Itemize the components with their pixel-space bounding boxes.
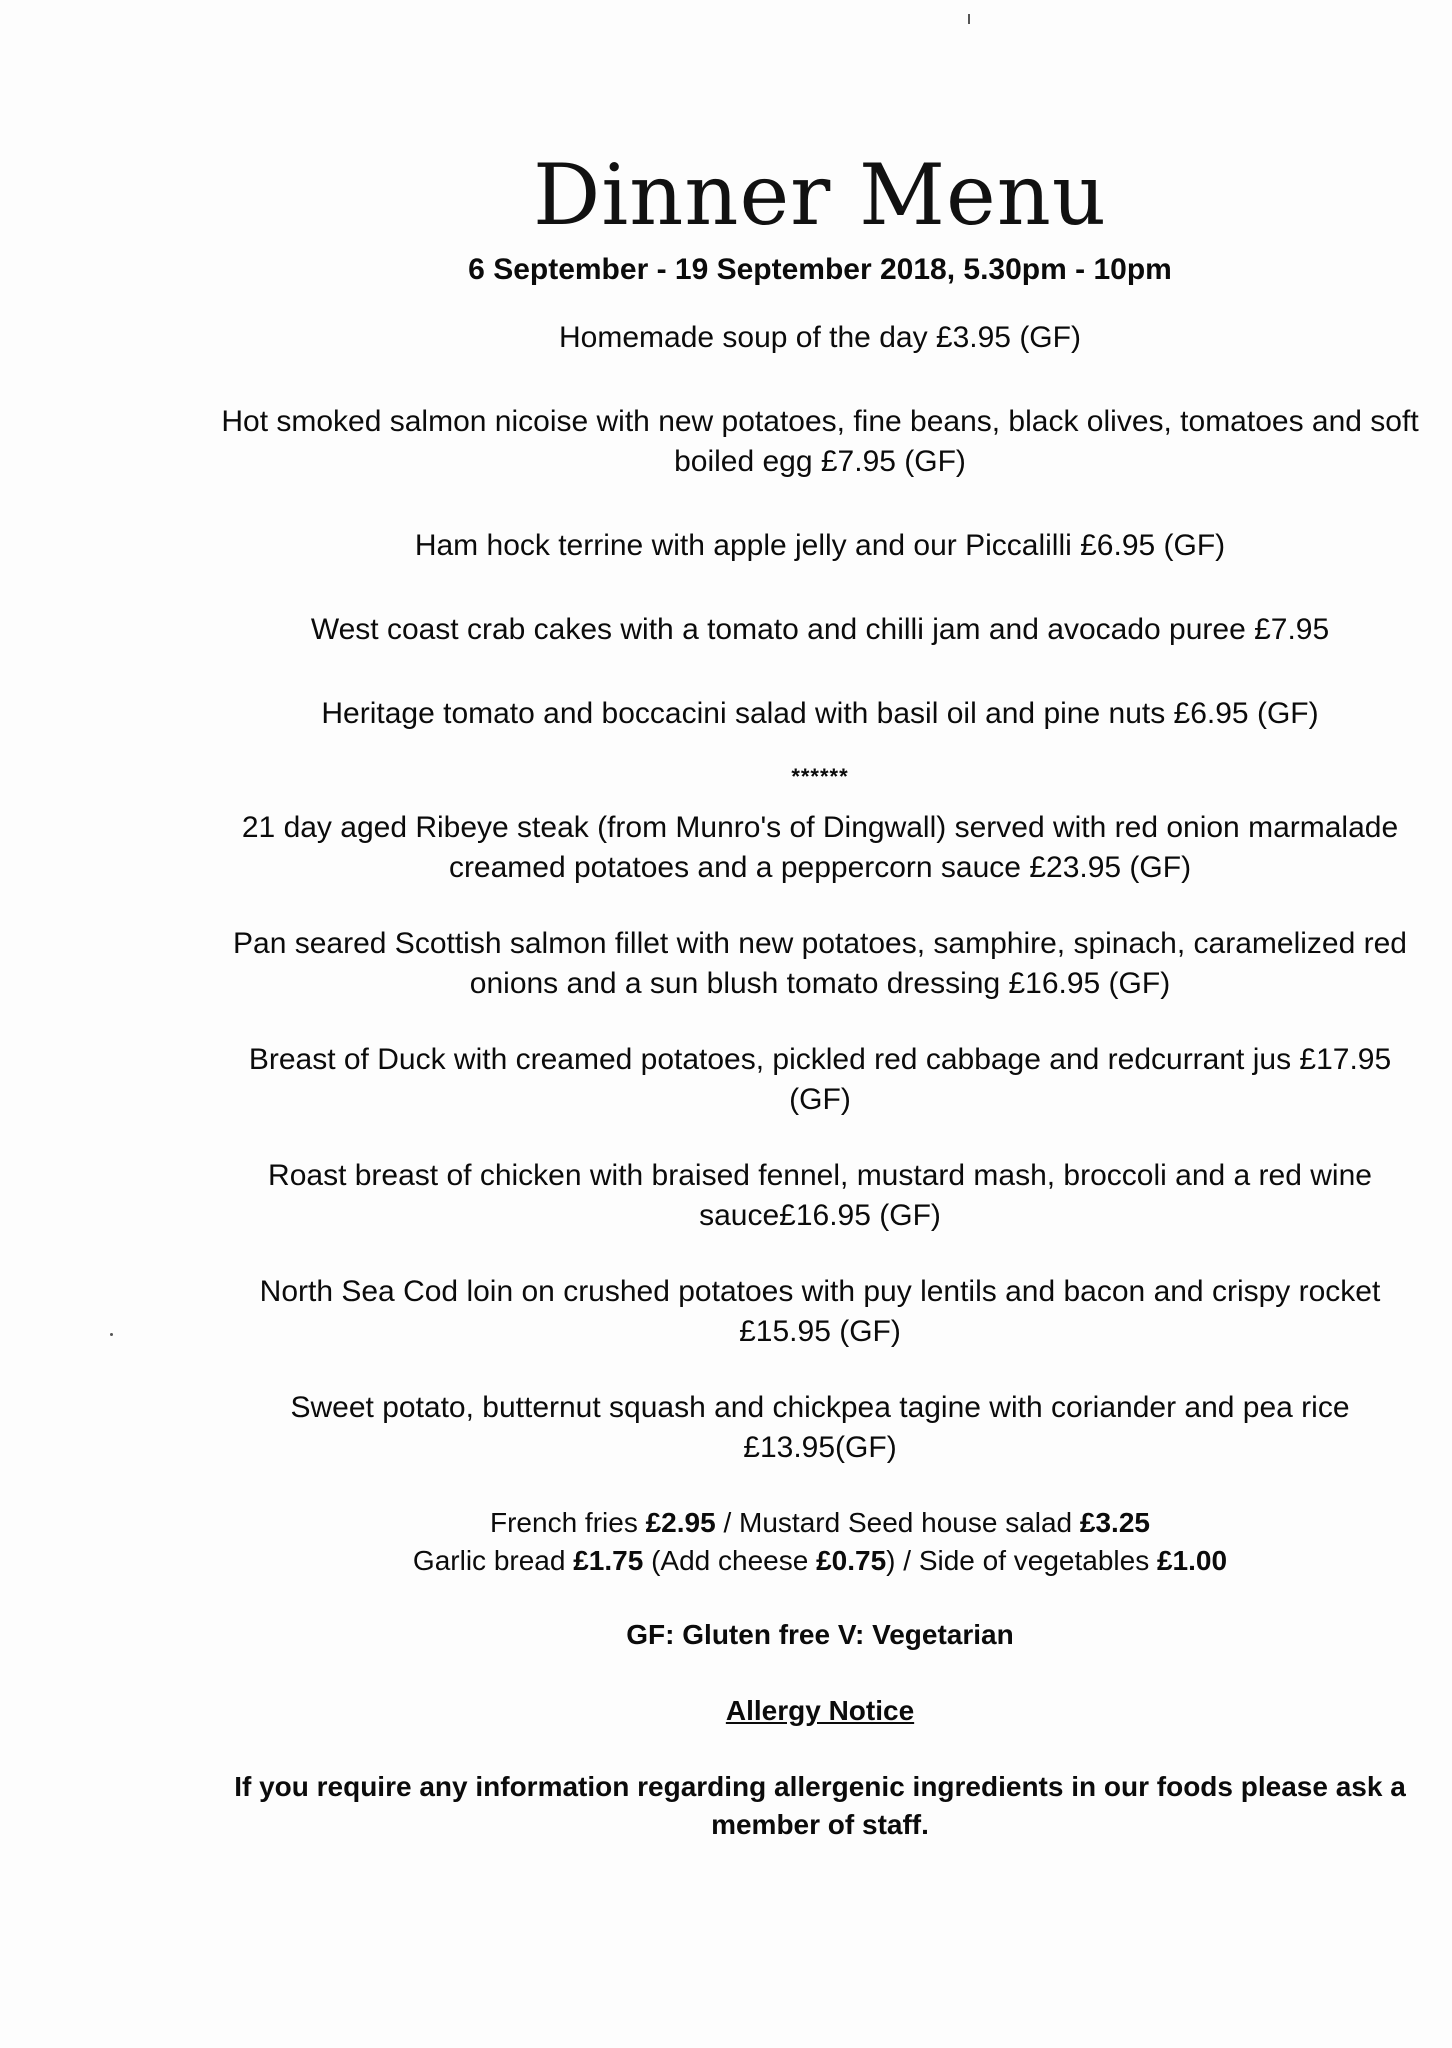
main-item-ribeye: 21 day aged Ribeye steak (from Munro's of Dingwall) served with red onion marmalade creamed potatoes and a peppercorn sauce £23.95 (GF) bbox=[241, 811, 1399, 884]
sides-section bbox=[220, 1504, 1420, 1580]
section-divider: ****** bbox=[791, 764, 849, 789]
main-item-duck: Breast of Duck with creamed potatoes, pickled red cabbage and redcurrant jus £17.95 (GF) bbox=[248, 1043, 1392, 1116]
sides-line-1 bbox=[220, 1504, 1420, 1542]
side-salad-label: / Mustard Seed house salad bbox=[715, 1507, 1080, 1538]
side-veg-price: £1.00 bbox=[1156, 1545, 1228, 1576]
main-item-tagine: Sweet potato, butternut squash and chickpea tagine with coriander and pea rice £13.95(GF) bbox=[290, 1391, 1350, 1464]
side-salad-price: £3.25 bbox=[1079, 1507, 1150, 1538]
allergy-heading: Allergy Notice bbox=[725, 1695, 915, 1726]
main-item-cod: North Sea Cod loin on crushed potatoes with puy lentils and bacon and crispy rocket £15.95 (GF) bbox=[259, 1275, 1381, 1348]
main-item-salmon-fillet: Pan seared Scottish salmon fillet with new potatoes, samphire, spinach, caramelized red onions and a sun blush tomato dressing £16.95 (GF) bbox=[233, 927, 1407, 1000]
side-cheese-price: £0.75 bbox=[816, 1545, 887, 1576]
sides-line-2 bbox=[220, 1542, 1420, 1580]
side-fries-price: £2.95 bbox=[645, 1507, 716, 1538]
main-item-chicken: Roast breast of chicken with braised fennel, mustard mash, broccoli and a red wine sauce£16.95 (GF) bbox=[268, 1159, 1372, 1232]
starter-item-crab-cakes: West coast crab cakes with a tomato and chilli jam and avocado puree £7.95 bbox=[310, 613, 1330, 646]
menu-content bbox=[220, 140, 1420, 1844]
side-veg-label: ) / Side of vegetables bbox=[886, 1545, 1157, 1576]
menu-dates: 6 September - 19 September 2018, 5.30pm - 10pm bbox=[468, 253, 1172, 286]
scan-speck bbox=[110, 1333, 113, 1336]
side-fries-label: French fries bbox=[490, 1507, 646, 1538]
side-cheese-label: (Add cheese bbox=[643, 1545, 817, 1576]
starter-item-soup: Homemade soup of the day £3.95 (GF) bbox=[559, 321, 1081, 354]
dietary-key: GF: Gluten free V: Vegetarian bbox=[626, 1619, 1014, 1650]
scan-mark bbox=[968, 14, 970, 24]
starter-item-ham-hock: Ham hock terrine with apple jelly and our Piccalilli £6.95 (GF) bbox=[414, 529, 1226, 562]
side-garlic-label: Garlic bread bbox=[412, 1545, 574, 1576]
menu-title: Dinner Menu bbox=[533, 146, 1107, 244]
starter-item-heritage-tomato: Heritage tomato and boccacini salad with basil oil and pine nuts £6.95 (GF) bbox=[321, 697, 1319, 730]
starter-item-salmon-nicoise: Hot smoked salmon nicoise with new potatoes, fine beans, black olives, tomatoes and soft boiled egg £7.95 (GF) bbox=[221, 405, 1419, 478]
side-garlic-price: £1.75 bbox=[573, 1545, 644, 1576]
allergy-text: If you require any information regarding allergenic ingredients in our foods please ask a member of staff. bbox=[234, 1771, 1406, 1840]
